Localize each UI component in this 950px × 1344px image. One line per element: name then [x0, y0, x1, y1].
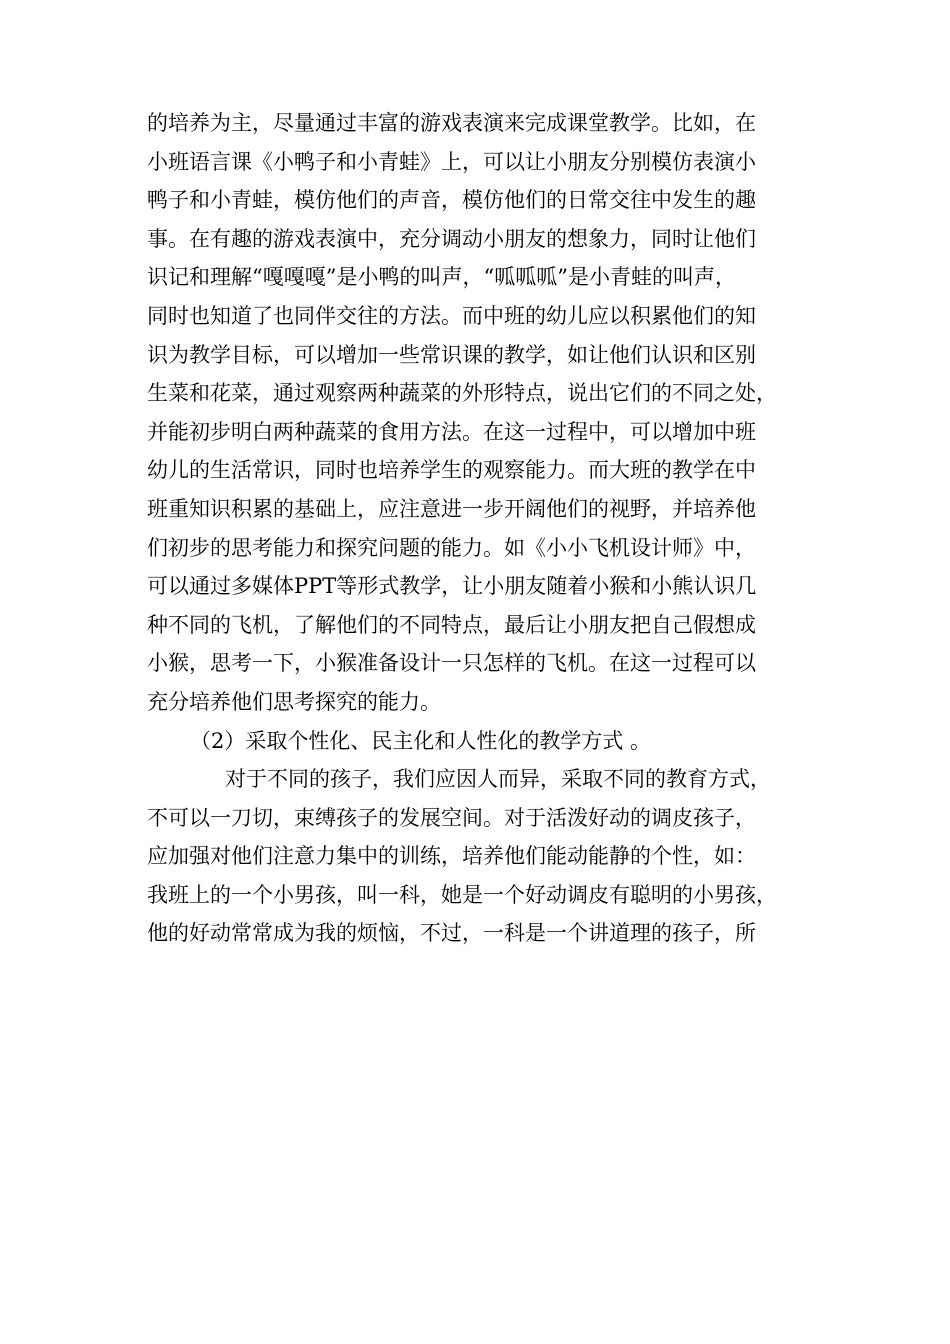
text-line-21: 我班上的一个小男孩，叫一科，她是一个好动调皮有聪明的小男孩， [147, 882, 777, 907]
text-line-5: 识记和理解“嘎嘎嘎”是小鸭的叫声，“呱呱呱”是小青蛙的叫声， [147, 265, 736, 290]
text-line-20: 应加强对他们注意力集中的训练，培养他们能动能静的个性，如： [147, 844, 756, 869]
text-line-15: 小猴，思考一下，小猴准备设计一只怎样的飞机。在这一过程可以 [147, 651, 756, 676]
text-line-11: 班重知识积累的基础上，应注意进一步开阔他们的视野，并培养他 [147, 496, 756, 521]
paragraph-start-line: 对于不同的孩子，我们应因人而异，采取不同的教育方式， [225, 767, 771, 792]
text-line-14: 种不同的飞机，了解他们的不同特点，最后让小朋友把自己假想成 [147, 612, 756, 637]
text-line-1: 的培养为主，尽量通过丰富的游戏表演来完成课堂教学。比如，在 [147, 111, 756, 135]
body-text [147, 104, 807, 953]
text-line-9: 并能初步明白两种蔬菜的食用方法。在这一过程中，可以增加中班 [147, 419, 756, 444]
text-line-6: 同时也知道了也同伴交往的方法。而中班的幼儿应以积累他们的知 [147, 303, 756, 328]
section-heading: （2）采取个性化、民主化和人性化的教学方式 。 [190, 728, 652, 753]
text-line-4: 事。在有趣的游戏表演中，充分调动小朋友的想象力，同时让他们 [147, 226, 756, 251]
text-line-16: 充分培养他们思考探究的能力。 [147, 689, 441, 714]
text-line-22: 他的好动常常成为我的烦恼，不过，一科是一个讲道理的孩子，所 [147, 921, 756, 946]
text-line-8: 生菜和花菜，通过观察两种蔬菜的外形特点，说出它们的不同之处， [147, 381, 777, 406]
text-line-7: 识为教学目标，可以增加一些常识课的教学，如让他们认识和区别 [147, 342, 756, 367]
text-line-13: 可以通过多媒体PPT等形式教学，让小朋友随着小猴和小熊认识几 [147, 574, 757, 599]
text-line-19: 不可以一刀切，束缚孩子的发展空间。对于活泼好动的调皮孩子， [147, 805, 756, 830]
text-line-10: 幼儿的生活常识，同时也培养学生的观察能力。而大班的教学在中 [147, 458, 756, 483]
text-line-3: 鸭子和小青蛙，模仿他们的声音，模仿他们的日常交往中发生的趣 [147, 188, 756, 213]
text-line-2: 小班语言课《小鸭子和小青蛙》上，可以让小朋友分别模仿表演小 [147, 149, 756, 174]
text-line-12: 们初步的思考能力和探究问题的能力。如《小小飞机设计师》中， [147, 535, 756, 560]
